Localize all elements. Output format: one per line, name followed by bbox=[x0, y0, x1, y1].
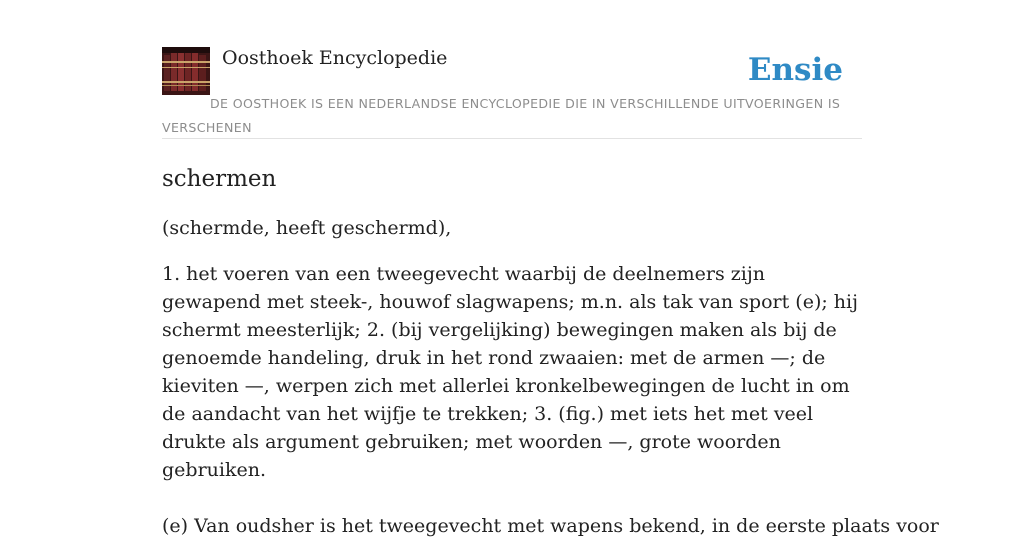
site-title-link[interactable]: Oosthoek Encyclopedie bbox=[222, 47, 448, 69]
site-tagline: DE OOSTHOEK IS EEN NEDERLANDSE ENCYCLOPEDIE DIE IN VERSCHILLENDE UITVOERINGEN IS VERSCHENEN bbox=[162, 96, 841, 135]
entry-title: schermen bbox=[162, 166, 277, 192]
encyclopedia-books-icon[interactable] bbox=[162, 47, 210, 95]
ensie-logo-link[interactable]: Ensie bbox=[747, 52, 843, 88]
entry-note: (e) Van oudsher is het tweegevecht met wapens bekend, in de eerste plaats voor bbox=[162, 515, 939, 537]
content-container bbox=[162, 46, 939, 540]
site-header bbox=[162, 46, 862, 139]
entry-forms: (schermde, heeft geschermd), bbox=[162, 217, 452, 239]
entry-definition: 1. het voeren van een tweegevecht waarbij de deelnemers zijn gewapend met steek-, houwof slagwapens; m.n. als tak van sport (e); hij schermt meesterlijk; 2. (bij vergelijking) bewegingen maken als bij de genoemde handeling, druk in het rond zwaaien: met de armen —; de kieviten —, werpen zich met allerlei kronkelbewegingen de lucht in om de aandacht van het wijfje te trekken; 3. (fig.) met iets het met veel drukte als argument gebruiken; met woorden —, grote woorden gebruiken. bbox=[162, 263, 859, 481]
